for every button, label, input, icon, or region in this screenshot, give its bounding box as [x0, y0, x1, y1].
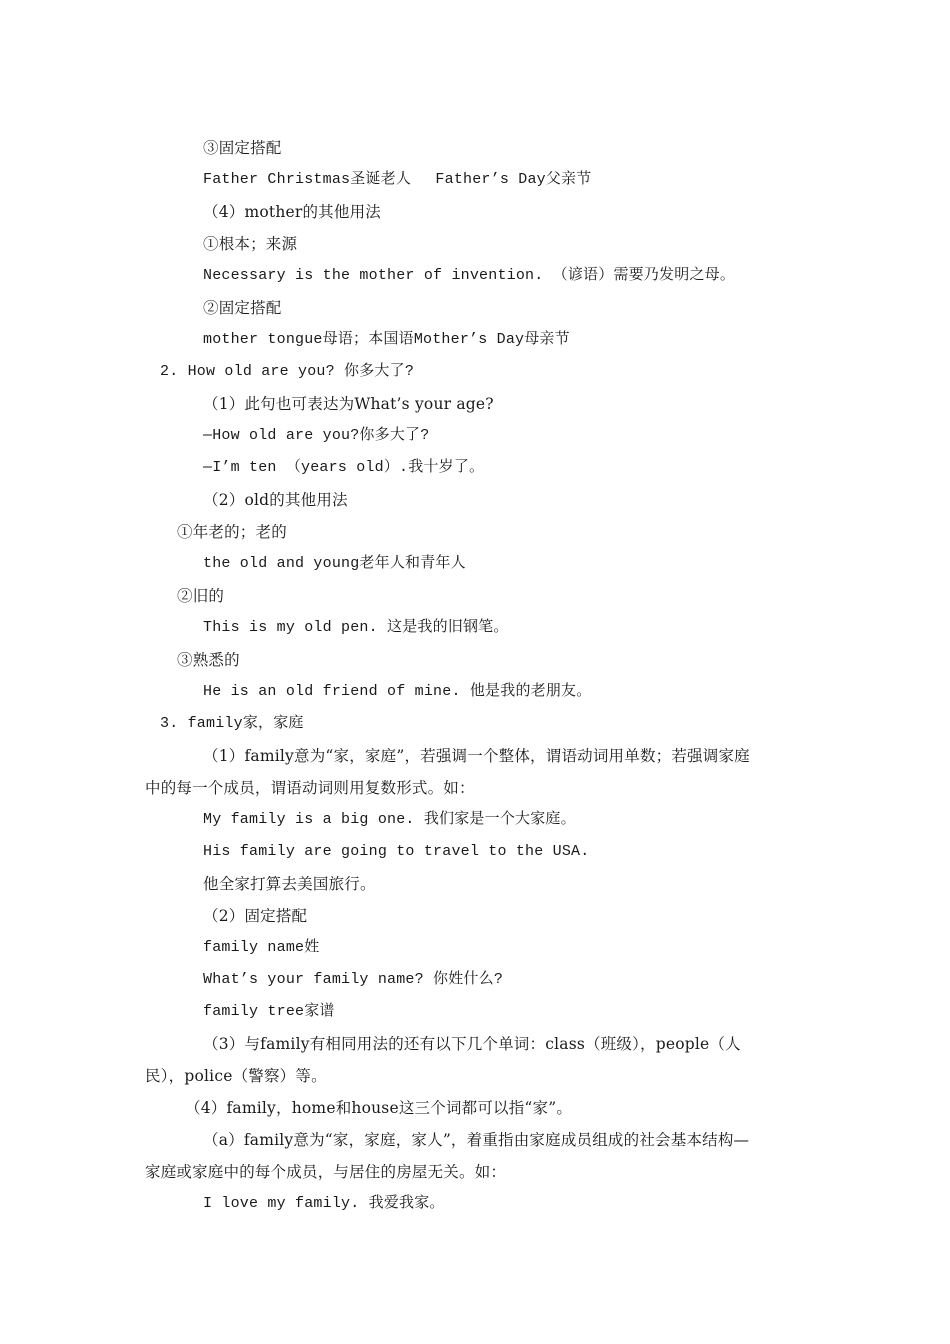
text-line: （3）与family有相同用法的还有以下几个单词：class（班级），people（人 [203, 1035, 741, 1053]
text-line: He is an old friend of mine. 他是我的老朋友。 [203, 683, 592, 700]
text-line: （2）固定搭配 [203, 907, 308, 925]
text-line: family name姓 [203, 939, 320, 956]
text-line: This is my old pen. 这是我的旧钢笔。 [203, 619, 509, 636]
text-line: 民），police（警察）等。 [145, 1067, 327, 1085]
text-line: I love my family. 我爱我家。 [203, 1195, 445, 1212]
text-line: （2）old的其他用法 [203, 491, 348, 509]
text-line: the old and young老年人和青年人 [203, 555, 466, 572]
text-line: （1）此句也可表达为What’s your age? [203, 395, 494, 413]
text-line: ①根本；来源 [203, 235, 298, 253]
text-line: ②旧的 [177, 587, 225, 605]
text-line: family tree家谱 [203, 1003, 335, 1020]
text-line: mother tongue母语；本国语Mother’s Day母亲节 [203, 331, 570, 348]
text-line: —I’m ten （years old）.我十岁了。 [203, 459, 485, 476]
section-heading: 2. How old are you? 你多大了? [160, 363, 415, 380]
text-line: （4）family，home和house这三个词都可以指“家”。 [185, 1099, 573, 1117]
text-line: My family is a big one. 我们家是一个大家庭。 [203, 811, 576, 828]
text-line: Father Christmas圣诞老人 Father’s Day父亲节 [203, 171, 592, 188]
text-line: 他全家打算去美国旅行。 [203, 875, 376, 893]
text-line: ③熟悉的 [177, 651, 240, 669]
text-line: Necessary is the mother of invention. （谚语）需要乃发明之母。 [203, 267, 736, 284]
text-line: His family are going to travel to the USA. [203, 843, 590, 860]
text-line: ③固定搭配 [203, 139, 282, 157]
text-line: （1）family意为“家，家庭”，若强调一个整体，谓语动词用单数；若强调家庭 [203, 747, 750, 765]
text-line: What’s your family name? 你姓什么? [203, 971, 504, 988]
text-line: （4）mother的其他用法 [203, 203, 381, 221]
text-line: 中的每一个成员，谓语动词则用复数形式。如： [145, 779, 475, 797]
section-heading: 3. family家，家庭 [160, 715, 304, 732]
text-line: 家庭或家庭中的每个成员，与居住的房屋无关。如： [145, 1163, 507, 1181]
text-line: （a）family意为“家，家庭，家人”，着重指由家庭成员组成的社会基本结构— [203, 1131, 750, 1149]
text-line: ②固定搭配 [203, 299, 282, 317]
text-line: ①年老的；老的 [177, 523, 287, 541]
text-line: —How old are you?你多大了? [203, 427, 430, 444]
